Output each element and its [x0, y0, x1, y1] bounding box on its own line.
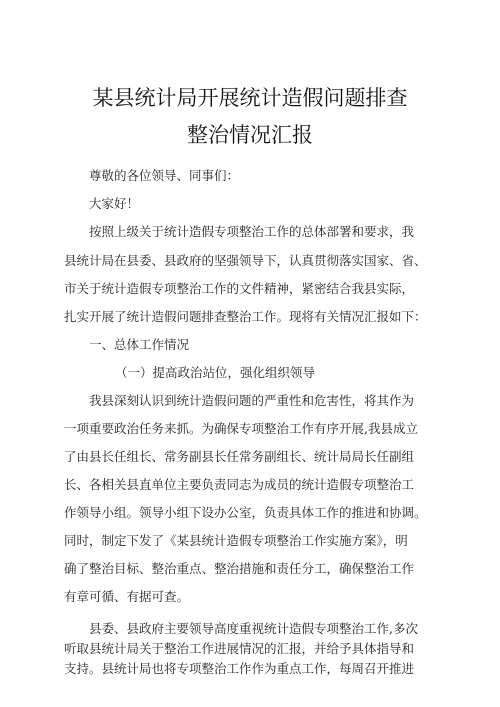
paragraph-3-line: 听取县统计局关于整治工作进展情况的汇报，并给予具体指导和 [64, 641, 415, 656]
document-title-line-1: 某县统计局开展统计造假问题排查 [92, 86, 408, 110]
paragraph-1-line: 按照上级关于统计造假专项整治工作的总体部署和要求，我 [89, 224, 415, 239]
paragraph-2-line: 有章可循、有据可查。 [64, 589, 190, 604]
section-1-heading: 一、总体工作情况 [89, 337, 190, 352]
salutation: 尊敬的各位领导、同事们： [89, 168, 240, 183]
paragraph-1-line: 市关于统计造假专项整治工作的文件精神，紧密结合我县实际， [64, 281, 415, 296]
document-title-line-2: 整治情况汇报 [187, 123, 313, 147]
paragraph-2-line: 确了整治目标、整治重点、整治措施和责任分工，确保整治工作 [64, 561, 415, 576]
subsection-1-heading: （一）提高政治站位，强化组织领导 [115, 365, 316, 380]
paragraph-3-line: 县委、县政府主要领导高度重视统计造假专项整治工作,多次 [89, 621, 418, 636]
paragraph-2-line: 作领导小组。领导小组下设办公室，负责具体工作的推进和协调。 [64, 505, 427, 520]
greeting: 大家好！ [89, 196, 140, 211]
paragraph-2-line: 一项重要政治任务来抓。为确保专项整治工作有序开展,我县成立 [64, 421, 418, 436]
paragraph-1-line: 扎实开展了统计造假问题排查整治工作。现将有关情况汇报如下： [64, 309, 427, 324]
paragraph-2-line: 了由县长任组长、常务副县长任常务副组长、统计局局长任副组 [64, 449, 415, 464]
paragraph-2-line: 我县深刻认识到统计造假问题的严重性和危害性，将其作为 [89, 393, 415, 408]
paragraph-2-line: 同时，制定下发了《某县统计造假专项整治工作实施方案》，明 [64, 533, 408, 548]
paragraph-1-line: 县统计局在县委、县政府的坚强领导下，认真贯彻落实国家、省、 [64, 253, 427, 268]
paragraph-2-line: 长、各相关县直单位主要负责同志为成员的统计造假专项整治工 [64, 477, 415, 492]
paragraph-3-line: 支持。县统计局也将专项整治工作作为重点工作，每周召开推进 [64, 661, 415, 676]
